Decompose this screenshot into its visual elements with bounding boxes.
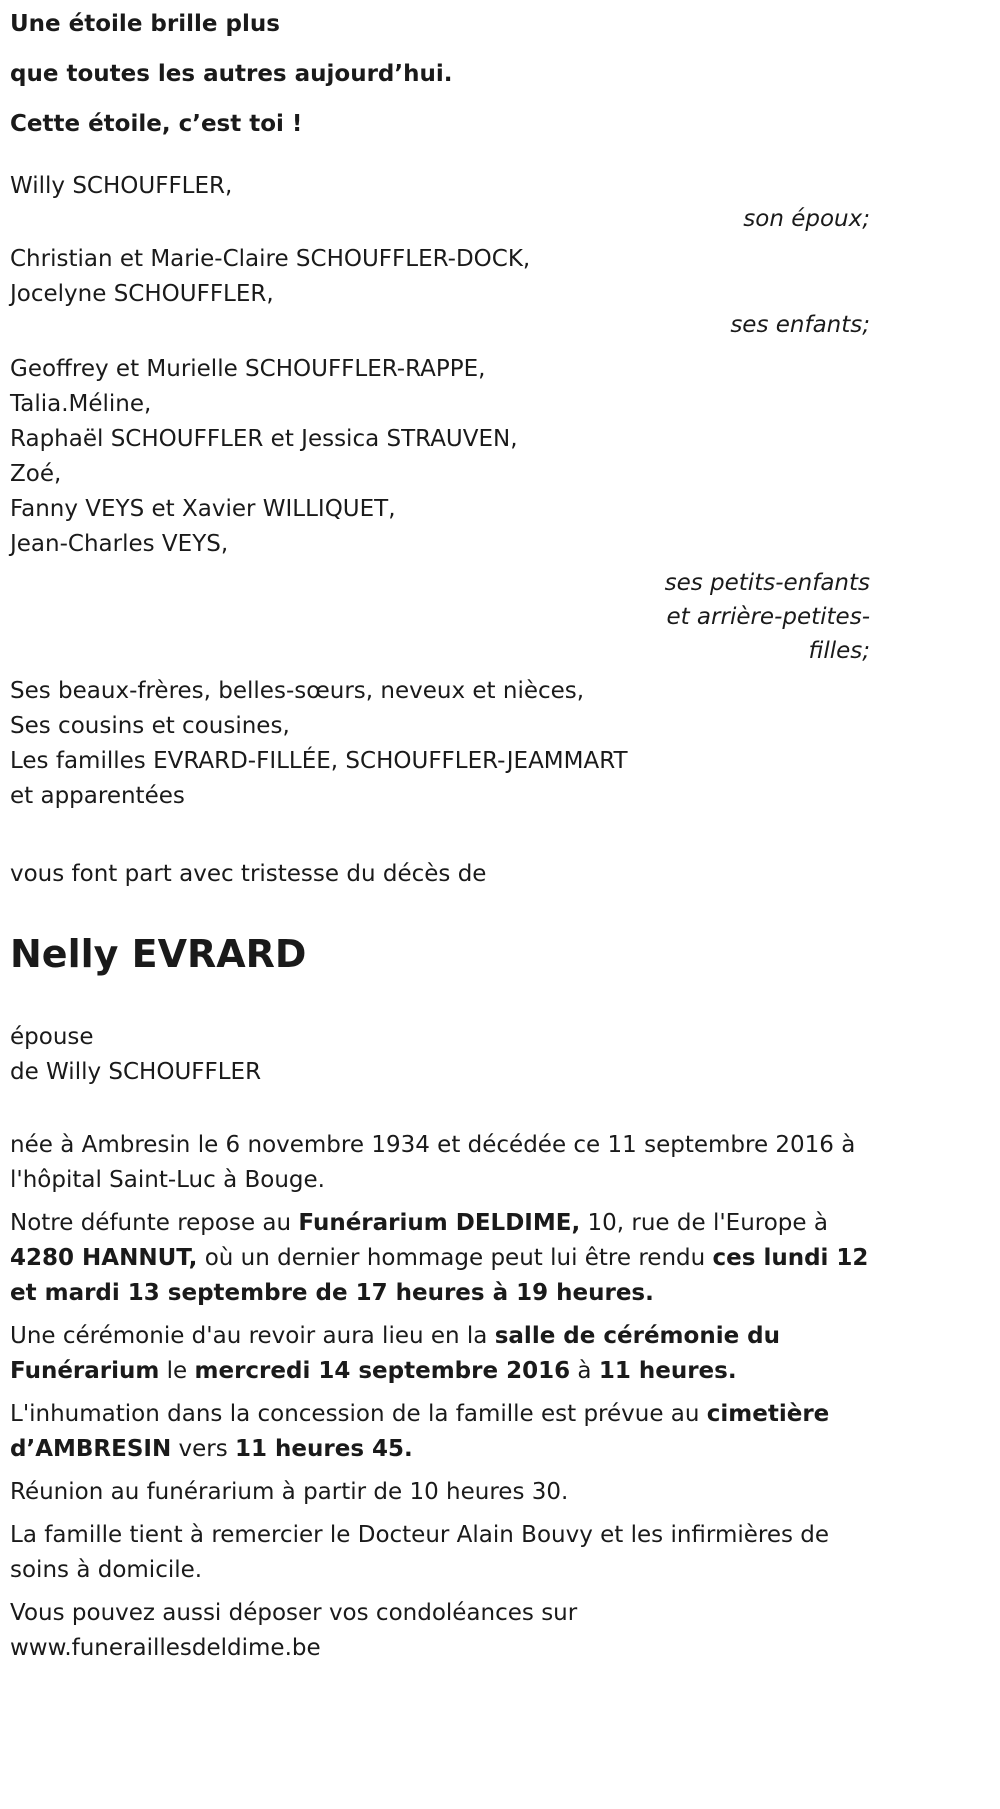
poem-line-3: Cette étoile, c’est toi ! <box>10 111 303 137</box>
burial-text-2: vers <box>171 1436 236 1462</box>
repose-text-2: où un dernier hommage peut lui être rendu <box>197 1245 713 1271</box>
burial-place-b: d’AMBRESIN <box>10 1436 172 1462</box>
children-group <box>10 242 870 344</box>
child-name: Christian et Marie-Claire SCHOUFFLER-DOCK, <box>10 246 531 272</box>
ceremony-time: 11 heures. <box>598 1358 737 1384</box>
spouse-name: Willy SCHOUFFLER, <box>10 173 233 199</box>
repose-dates-b: et mardi 13 septembre de 17 heures à 19 heures. <box>10 1280 654 1306</box>
grandchild-name: Talia.Méline, <box>10 391 152 417</box>
repose-line-1 <box>10 1206 870 1241</box>
burial-place-a: cimetière <box>706 1401 830 1427</box>
burial-line-2 <box>10 1432 870 1467</box>
relation-line-2: de Willy SCHOUFFLER <box>10 1059 262 1085</box>
grandchildren-role-line: ses petits-enfants <box>664 570 870 596</box>
extended-family-line: Les familles EVRARD-FILLÉE, SCHOUFFLER-JEAMMART <box>10 748 628 774</box>
extended-family-line: et apparentées <box>10 783 185 809</box>
grandchildren-role <box>640 566 870 668</box>
burial-line-1 <box>10 1397 870 1432</box>
poem-line-2: que toutes les autres aujourd’hui. <box>10 61 453 87</box>
extended-family-line: Ses cousins et cousines, <box>10 713 290 739</box>
repose-line-2 <box>10 1241 870 1276</box>
repose-address: 10, rue de l'Europe à <box>580 1210 828 1236</box>
ceremony-text-3: à <box>570 1358 599 1384</box>
ceremony-paragraph <box>10 1319 870 1389</box>
burial-time: 11 heures 45. <box>235 1436 413 1462</box>
ceremony-line-1 <box>10 1319 870 1354</box>
birth-death-paragraph <box>10 1128 870 1198</box>
grandchild-name: Fanny VEYS et Xavier WILLIQUET, <box>10 496 396 522</box>
repose-line-3 <box>10 1276 870 1311</box>
opening-poem <box>10 4 870 144</box>
grandchild-name: Raphaël SCHOUFFLER et Jessica STRAUVEN, <box>10 426 518 452</box>
funerarium-name: Funérarium DELDIME, <box>298 1210 581 1236</box>
child-name: Jocelyne SCHOUFFLER, <box>10 281 274 307</box>
birth-death-line-2: l'hôpital Saint-Luc à Bouge. <box>10 1167 325 1193</box>
birth-death-line-1: née à Ambresin le 6 novembre 1934 et décédée ce 11 septembre 2016 à <box>10 1132 856 1158</box>
reunion-text: Réunion au funérarium à partir de 10 heures 30. <box>10 1479 569 1505</box>
thanks-line-2: soins à domicile. <box>10 1557 203 1583</box>
grandchildren-group <box>10 352 870 668</box>
burial-paragraph <box>10 1397 870 1467</box>
ceremony-date: mercredi 14 septembre 2016 <box>194 1358 571 1384</box>
ceremony-venue-a: salle de cérémonie du <box>494 1323 781 1349</box>
grandchildren-role-line: filles; <box>808 638 870 664</box>
grandchild-name: Zoé, <box>10 461 62 487</box>
thanks-line-1: La famille tient à remercier le Docteur Alain Bouvy et les infirmières de <box>10 1522 830 1548</box>
deceased-relation <box>10 1020 870 1090</box>
repose-text: Notre défunte repose au <box>10 1210 299 1236</box>
condolences-line-1: Vous pouvez aussi déposer vos condoléances sur <box>10 1600 578 1626</box>
ceremony-venue-b: Funérarium <box>10 1358 160 1384</box>
condolences-paragraph <box>10 1596 870 1666</box>
thanks-paragraph <box>10 1518 870 1588</box>
spouse-role: son époux; <box>743 206 870 232</box>
condolences-website-link[interactable]: www.funeraillesdeldime.be <box>10 1635 321 1661</box>
poem-line-1: Une étoile brille plus <box>10 11 280 37</box>
extended-family-group <box>10 674 870 814</box>
repose-dates-a: ces lundi 12 <box>712 1245 869 1271</box>
extended-family-line: Ses beaux-frères, belles-sœurs, neveux et nièces, <box>10 678 585 704</box>
burial-text: L'inhumation dans la concession de la famille est prévue au <box>10 1401 707 1427</box>
ceremony-text-2: le <box>159 1358 195 1384</box>
grandchildren-role-line: et arrière-petites- <box>666 604 870 630</box>
grandchild-name: Geoffrey et Murielle SCHOUFFLER-RAPPE, <box>10 356 486 382</box>
announcement-text: vous font part avec tristesse du décès de <box>10 861 487 887</box>
repose-city: 4280 HANNUT, <box>10 1245 198 1271</box>
ceremony-line-2 <box>10 1354 870 1389</box>
relation-line-1: épouse <box>10 1024 94 1050</box>
deceased-name: Nelly EVRARD <box>10 932 307 976</box>
spouse-group <box>10 166 870 238</box>
repose-paragraph <box>10 1206 870 1311</box>
grandchild-name: Jean-Charles VEYS, <box>10 531 229 557</box>
children-role: ses enfants; <box>730 312 870 338</box>
ceremony-text: Une cérémonie d'au revoir aura lieu en la <box>10 1323 495 1349</box>
